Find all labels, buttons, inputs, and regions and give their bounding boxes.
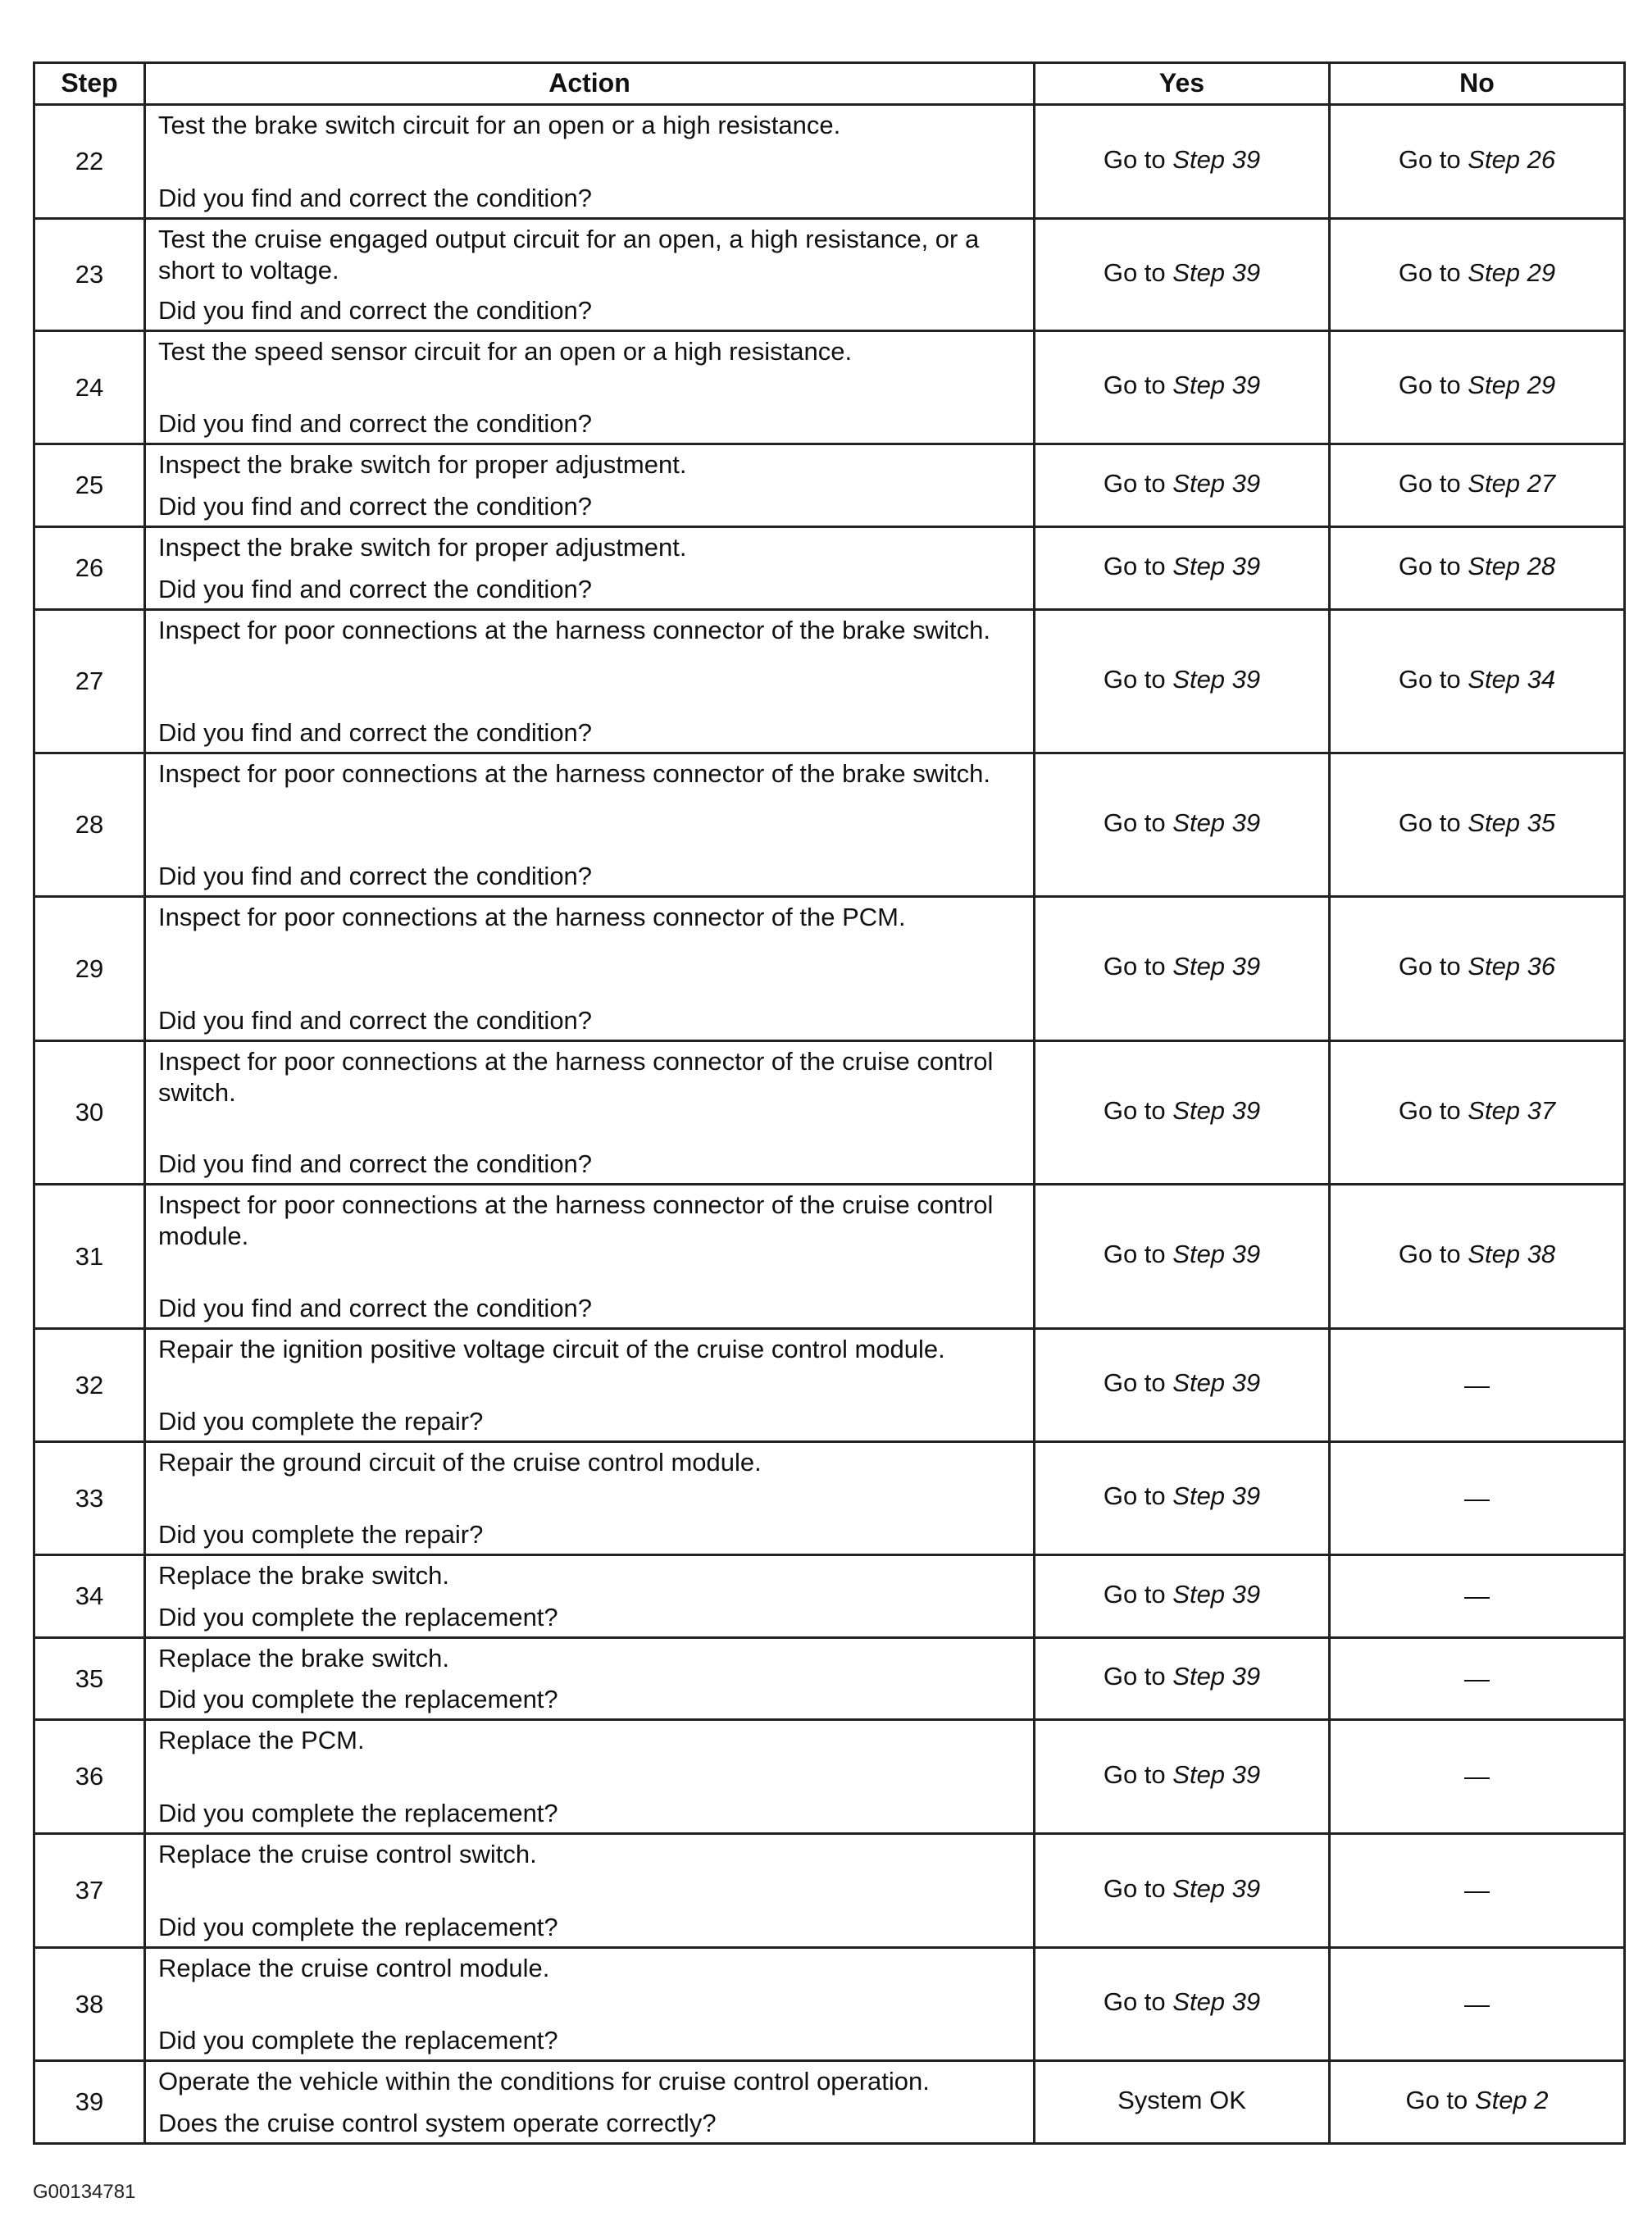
- step-number: 30: [34, 1041, 145, 1185]
- action-question: Did you complete the replacement?: [158, 1799, 558, 1828]
- action-content: [146, 1721, 1033, 1832]
- step-reference: Step 39: [1172, 144, 1261, 174]
- goto-prefix: Go to: [1103, 144, 1166, 174]
- action-content: [146, 1185, 1033, 1327]
- yes-cell: [1035, 897, 1330, 1041]
- yes-cell: [1035, 610, 1330, 753]
- goto-prefix: Go to: [1103, 1095, 1166, 1125]
- action-content: [146, 754, 1033, 895]
- action-cell: [145, 1442, 1035, 1555]
- action-content: [146, 898, 1033, 1040]
- step-reference: Step 26: [1468, 144, 1556, 174]
- goto-prefix: Go to: [1398, 808, 1461, 837]
- yes-cell: [1035, 444, 1330, 527]
- goto-prefix: Go to: [1103, 1987, 1166, 2017]
- goto-prefix: Go to: [1103, 551, 1166, 580]
- goto-prefix: Go to: [1103, 1579, 1166, 1609]
- no-cell: [1330, 1720, 1625, 1834]
- table-row: [34, 331, 1625, 444]
- yes-cell: [1035, 105, 1330, 219]
- table-row: [34, 1185, 1625, 1329]
- action-cell: [145, 1638, 1035, 1720]
- action-content: [146, 1835, 1033, 1946]
- step-number: 28: [34, 753, 145, 897]
- yes-cell: [1035, 753, 1330, 897]
- action-content: [146, 106, 1033, 217]
- table-row: [34, 2061, 1625, 2144]
- action-content: [146, 445, 1033, 526]
- yes-cell: [1035, 331, 1330, 444]
- step-number: 38: [34, 1948, 145, 2061]
- action-content: [146, 528, 1033, 608]
- no-cell: [1330, 610, 1625, 753]
- goto-prefix: Go to: [1103, 257, 1166, 287]
- action-text: Replace the PCM.: [158, 1726, 365, 1754]
- step-number: 22: [34, 105, 145, 219]
- goto-prefix: Go to: [1103, 808, 1166, 837]
- action-question: Did you find and correct the condition?: [158, 718, 593, 748]
- action-question: Did you find and correct the condition?: [158, 492, 593, 521]
- yes-cell: [1035, 1834, 1330, 1948]
- no-cell: [1330, 1185, 1625, 1329]
- step-reference: Step 39: [1172, 371, 1261, 400]
- action-question: Did you find and correct the condition?: [158, 862, 593, 891]
- step-reference: Step 29: [1468, 257, 1556, 287]
- action-text: Operate the vehicle within the conditions for cruise control operation.: [158, 2067, 930, 2096]
- goto-prefix: Go to: [1103, 1368, 1166, 1398]
- table-row: [34, 444, 1625, 527]
- action-question: Did you find and correct the condition?: [158, 296, 593, 325]
- result-text: System OK: [1117, 2085, 1246, 2114]
- dash-mark: —: [1464, 1663, 1490, 1693]
- header-row: [34, 63, 1625, 105]
- table-row: [34, 897, 1625, 1041]
- figure-id: G00134781: [33, 2181, 136, 2203]
- action-question: Did you find and correct the condition?: [158, 1006, 593, 1035]
- yes-cell: [1035, 1442, 1330, 1555]
- action-cell: [145, 1834, 1035, 1948]
- action-cell: [145, 331, 1035, 444]
- table-row: [34, 1555, 1625, 1638]
- table-row: [34, 1329, 1625, 1442]
- table-row: [34, 1834, 1625, 1948]
- table-row: [34, 1041, 1625, 1185]
- step-number: 25: [34, 444, 145, 527]
- step-reference: Step 39: [1172, 257, 1261, 287]
- goto-prefix: Go to: [1398, 1240, 1461, 1269]
- action-content: [146, 1556, 1033, 1636]
- action-cell: [145, 219, 1035, 331]
- action-content: [146, 332, 1033, 443]
- goto-prefix: Go to: [1103, 1873, 1166, 1903]
- header-step: Step: [34, 63, 145, 105]
- step-number: 23: [34, 219, 145, 331]
- action-cell: [145, 897, 1035, 1041]
- action-cell: [145, 610, 1035, 753]
- action-content: [146, 1042, 1033, 1183]
- action-text: Inspect for poor connections at the harness connector of the brake switch.: [158, 759, 990, 788]
- goto-prefix: Go to: [1398, 952, 1461, 981]
- step-number: 36: [34, 1720, 145, 1834]
- action-content: [146, 1443, 1033, 1554]
- no-cell: [1330, 444, 1625, 527]
- table-row: [34, 1720, 1625, 1834]
- yes-cell: [1035, 1720, 1330, 1834]
- action-text: Replace the brake switch.: [158, 1644, 449, 1672]
- header-no: No: [1330, 63, 1625, 105]
- no-cell: [1330, 1555, 1625, 1638]
- action-content: [146, 611, 1033, 752]
- step-number: 35: [34, 1638, 145, 1720]
- action-text: Replace the cruise control switch.: [158, 1840, 537, 1868]
- step-reference: Step 39: [1172, 1579, 1261, 1609]
- no-cell: [1330, 1638, 1625, 1720]
- step-number: 37: [34, 1834, 145, 1948]
- goto-prefix: Go to: [1398, 257, 1461, 287]
- action-content: [146, 1639, 1033, 1718]
- yes-cell: [1035, 1185, 1330, 1329]
- goto-prefix: Go to: [1398, 1095, 1461, 1125]
- yes-cell: [1035, 219, 1330, 331]
- dash-mark: —: [1464, 1483, 1490, 1513]
- action-text: Repair the ignition positive voltage circuit of the cruise control module.: [158, 1335, 945, 1363]
- yes-cell: [1035, 2061, 1330, 2144]
- action-cell: [145, 1041, 1035, 1185]
- goto-prefix: Go to: [1398, 468, 1461, 498]
- yes-cell: [1035, 527, 1330, 610]
- step-reference: Step 35: [1468, 808, 1556, 837]
- action-text: Test the brake switch circuit for an open or a high resistance.: [158, 111, 841, 139]
- step-reference: Step 39: [1172, 1873, 1261, 1903]
- step-number: 27: [34, 610, 145, 753]
- action-question: Did you complete the replacement?: [158, 1685, 558, 1714]
- no-cell: [1330, 1948, 1625, 2061]
- action-text: Inspect for poor connections at the harness connector of the cruise control module.: [158, 1190, 994, 1250]
- step-reference: Step 39: [1172, 1662, 1261, 1691]
- diagnostic-table: [33, 61, 1626, 2145]
- action-cell: [145, 444, 1035, 527]
- action-question: Did you complete the repair?: [158, 1407, 484, 1436]
- step-reference: Step 39: [1172, 808, 1261, 837]
- no-cell: [1330, 2061, 1625, 2144]
- dash-mark: —: [1464, 1876, 1490, 1905]
- dash-mark: —: [1464, 1370, 1490, 1399]
- step-reference: Step 37: [1468, 1095, 1556, 1125]
- goto-prefix: Go to: [1103, 1481, 1166, 1511]
- step-number: 26: [34, 527, 145, 610]
- action-cell: [145, 1948, 1035, 2061]
- action-content: [146, 220, 1033, 330]
- step-number: 33: [34, 1442, 145, 1555]
- yes-cell: [1035, 1638, 1330, 1720]
- step-number: 32: [34, 1329, 145, 1442]
- goto-prefix: Go to: [1398, 664, 1461, 694]
- step-reference: Step 28: [1468, 551, 1556, 580]
- step-reference: Step 34: [1468, 664, 1556, 694]
- table-row: [34, 753, 1625, 897]
- step-reference: Step 29: [1468, 371, 1556, 400]
- table-row: [34, 1638, 1625, 1720]
- action-cell: [145, 1329, 1035, 1442]
- action-text: Inspect for poor connections at the harness connector of the brake switch.: [158, 616, 990, 644]
- action-question: Did you complete the replacement?: [158, 1913, 558, 1942]
- goto-prefix: Go to: [1103, 1240, 1166, 1269]
- no-cell: [1330, 1834, 1625, 1948]
- step-reference: Step 39: [1172, 1987, 1261, 2017]
- action-question: Does the cruise control system operate correctly?: [158, 2109, 717, 2138]
- header-yes: Yes: [1035, 63, 1330, 105]
- no-cell: [1330, 753, 1625, 897]
- dash-mark: —: [1464, 1581, 1490, 1611]
- action-text: Replace the cruise control module.: [158, 1954, 550, 1982]
- table-row: [34, 527, 1625, 610]
- dash-mark: —: [1464, 1989, 1490, 2018]
- action-question: Did you find and correct the condition?: [158, 1294, 593, 1323]
- no-cell: [1330, 1442, 1625, 1555]
- goto-prefix: Go to: [1405, 2085, 1468, 2114]
- yes-cell: [1035, 1948, 1330, 2061]
- action-text: Test the cruise engaged output circuit for an open, a high resistance, or a short to voltage.: [158, 225, 980, 284]
- action-text: Inspect for poor connections at the harness connector of the cruise control switch.: [158, 1047, 994, 1107]
- step-reference: Step 39: [1172, 551, 1261, 580]
- no-cell: [1330, 1329, 1625, 1442]
- table-row: [34, 105, 1625, 219]
- table-row: [34, 1948, 1625, 2061]
- action-cell: [145, 753, 1035, 897]
- action-question: Did you find and correct the condition?: [158, 1149, 593, 1179]
- action-cell: [145, 1720, 1035, 1834]
- step-reference: Step 39: [1172, 1095, 1261, 1125]
- action-question: Did you complete the repair?: [158, 1520, 484, 1550]
- step-reference: Step 39: [1172, 664, 1261, 694]
- step-reference: Step 39: [1172, 468, 1261, 498]
- table-body: [34, 105, 1625, 2144]
- action-content: [146, 2062, 1033, 2142]
- action-text: Repair the ground circuit of the cruise control module.: [158, 1448, 762, 1477]
- table-row: [34, 1442, 1625, 1555]
- action-cell: [145, 2061, 1035, 2144]
- no-cell: [1330, 219, 1625, 331]
- action-cell: [145, 1555, 1035, 1638]
- step-number: 34: [34, 1555, 145, 1638]
- table-row: [34, 219, 1625, 331]
- action-text: Inspect the brake switch for proper adjustment.: [158, 533, 687, 562]
- goto-prefix: Go to: [1103, 1662, 1166, 1691]
- goto-prefix: Go to: [1103, 468, 1166, 498]
- dash-mark: —: [1464, 1762, 1490, 1791]
- yes-cell: [1035, 1041, 1330, 1185]
- action-question: Did you complete the replacement?: [158, 2026, 558, 2055]
- action-question: Did you find and correct the condition?: [158, 575, 593, 604]
- goto-prefix: Go to: [1103, 1759, 1166, 1789]
- no-cell: [1330, 105, 1625, 219]
- no-cell: [1330, 1041, 1625, 1185]
- action-cell: [145, 105, 1035, 219]
- goto-prefix: Go to: [1103, 952, 1166, 981]
- goto-prefix: Go to: [1103, 664, 1166, 694]
- action-cell: [145, 1185, 1035, 1329]
- yes-cell: [1035, 1329, 1330, 1442]
- no-cell: [1330, 897, 1625, 1041]
- goto-prefix: Go to: [1398, 371, 1461, 400]
- step-number: 29: [34, 897, 145, 1041]
- step-reference: Step 39: [1172, 1368, 1261, 1398]
- step-reference: Step 36: [1468, 952, 1556, 981]
- action-content: [146, 1949, 1033, 2059]
- step-number: 31: [34, 1185, 145, 1329]
- table-row: [34, 610, 1625, 753]
- action-text: Inspect the brake switch for proper adjustment.: [158, 450, 687, 479]
- action-text: Replace the brake switch.: [158, 1561, 449, 1590]
- step-number: 24: [34, 331, 145, 444]
- action-cell: [145, 527, 1035, 610]
- step-reference: Step 39: [1172, 1240, 1261, 1269]
- goto-prefix: Go to: [1103, 371, 1166, 400]
- yes-cell: [1035, 1555, 1330, 1638]
- step-reference: Step 27: [1468, 468, 1556, 498]
- step-reference: Step 39: [1172, 952, 1261, 981]
- step-reference: Step 38: [1468, 1240, 1556, 1269]
- no-cell: [1330, 331, 1625, 444]
- action-content: [146, 1330, 1033, 1440]
- goto-prefix: Go to: [1398, 551, 1461, 580]
- action-question: Did you complete the replacement?: [158, 1603, 558, 1632]
- header-action: Action: [145, 63, 1035, 105]
- step-reference: Step 39: [1172, 1759, 1261, 1789]
- step-number: 39: [34, 2061, 145, 2144]
- step-reference: Step 2: [1474, 2085, 1549, 2114]
- action-text: Inspect for poor connections at the harness connector of the PCM.: [158, 903, 906, 931]
- action-question: Did you find and correct the condition?: [158, 184, 593, 213]
- action-text: Test the speed sensor circuit for an open or a high resistance.: [158, 337, 853, 366]
- action-question: Did you find and correct the condition?: [158, 409, 593, 439]
- no-cell: [1330, 527, 1625, 610]
- step-reference: Step 39: [1172, 1481, 1261, 1511]
- goto-prefix: Go to: [1398, 144, 1461, 174]
